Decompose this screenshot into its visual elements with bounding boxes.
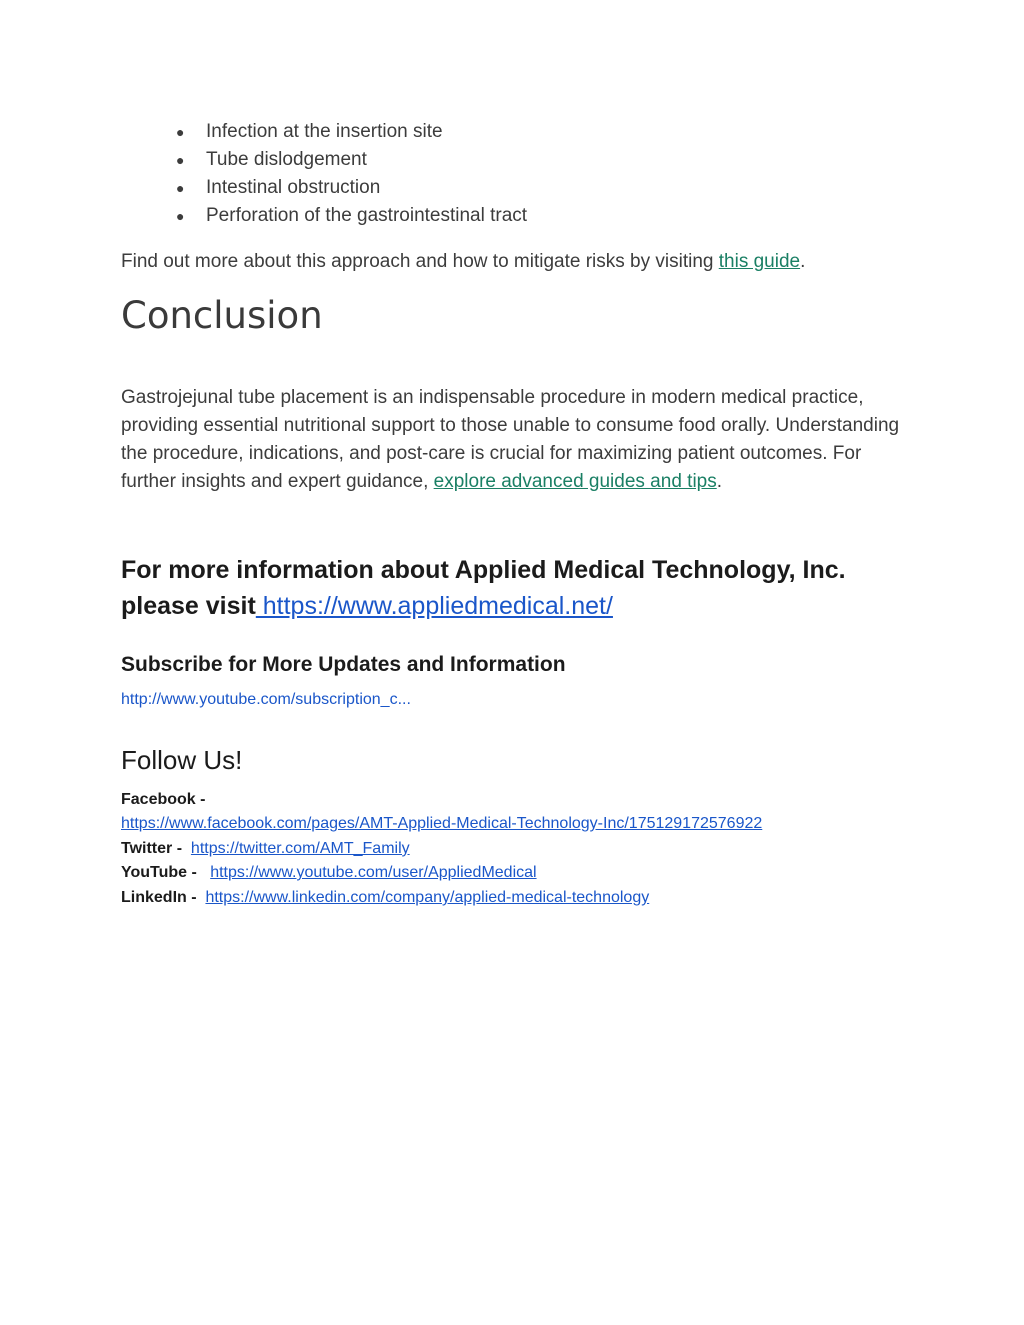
youtube-label: YouTube - <box>121 864 197 881</box>
youtube-subscription-link[interactable]: http://www.youtube.com/subscription_c... <box>121 691 411 708</box>
advanced-guides-link[interactable]: explore advanced guides and tips <box>433 471 717 492</box>
bullet-icon: ● <box>176 180 185 196</box>
applied-medical-link[interactable]: https://www.appliedmedical.net/ <box>255 592 613 620</box>
conclusion-paragraph <box>121 384 911 496</box>
bullet-icon: ● <box>176 124 185 140</box>
facebook-link[interactable]: https://www.facebook.com/pages/AMT-Applied-Medical-Technology-Inc/175129172576922 <box>121 815 763 832</box>
more-info-text: For more information about Applied Medical Technology, Inc. please visit <box>121 556 846 620</box>
twitter-row <box>121 837 410 861</box>
facebook-row <box>121 788 762 836</box>
subscribe-heading: Subscribe for More Updates and Information <box>121 653 566 676</box>
conclusion-text: Gastrojejunal tube placement is an indispensable procedure in modern medical practice, providing essential nutritional support to those unable to consume food orally. Understanding the procedure, indications, and post-care is crucial for maximizing patient outcomes. For further insights and expert guidance, <box>121 387 900 492</box>
complications-list <box>121 118 527 230</box>
linkedin-link[interactable]: https://www.linkedin.com/company/applied-medical-technology <box>205 889 650 906</box>
youtube-row <box>121 861 537 885</box>
guide-paragraph <box>121 248 805 276</box>
list-item <box>121 146 527 174</box>
twitter-link[interactable]: https://twitter.com/AMT_Family <box>190 840 410 857</box>
twitter-label: Twitter - <box>121 840 183 857</box>
list-item-text: Perforation of the gastrointestinal tract <box>206 205 528 226</box>
list-item <box>121 174 527 202</box>
conclusion-end: . <box>716 471 723 492</box>
linkedin-label: LinkedIn - <box>121 889 197 906</box>
more-info-heading <box>121 552 921 624</box>
list-item-text: Intestinal obstruction <box>206 177 381 198</box>
guide-text: Find out more about this approach and how to mitigate risks by visiting <box>121 251 719 272</box>
bullet-icon: ● <box>176 208 185 224</box>
follow-us-heading: Follow Us! <box>121 745 243 775</box>
facebook-label: Facebook - <box>121 791 206 808</box>
guide-end: . <box>800 251 806 272</box>
youtube-link[interactable]: https://www.youtube.com/user/AppliedMedical <box>210 864 537 881</box>
conclusion-heading: Conclusion <box>121 294 323 337</box>
list-item-text: Tube dislodgement <box>206 149 367 170</box>
list-item <box>121 118 527 146</box>
list-item-text: Infection at the insertion site <box>206 121 443 142</box>
this-guide-link[interactable]: this guide <box>718 251 801 272</box>
bullet-icon: ● <box>176 152 185 168</box>
list-item <box>121 202 527 230</box>
linkedin-row <box>121 886 649 910</box>
